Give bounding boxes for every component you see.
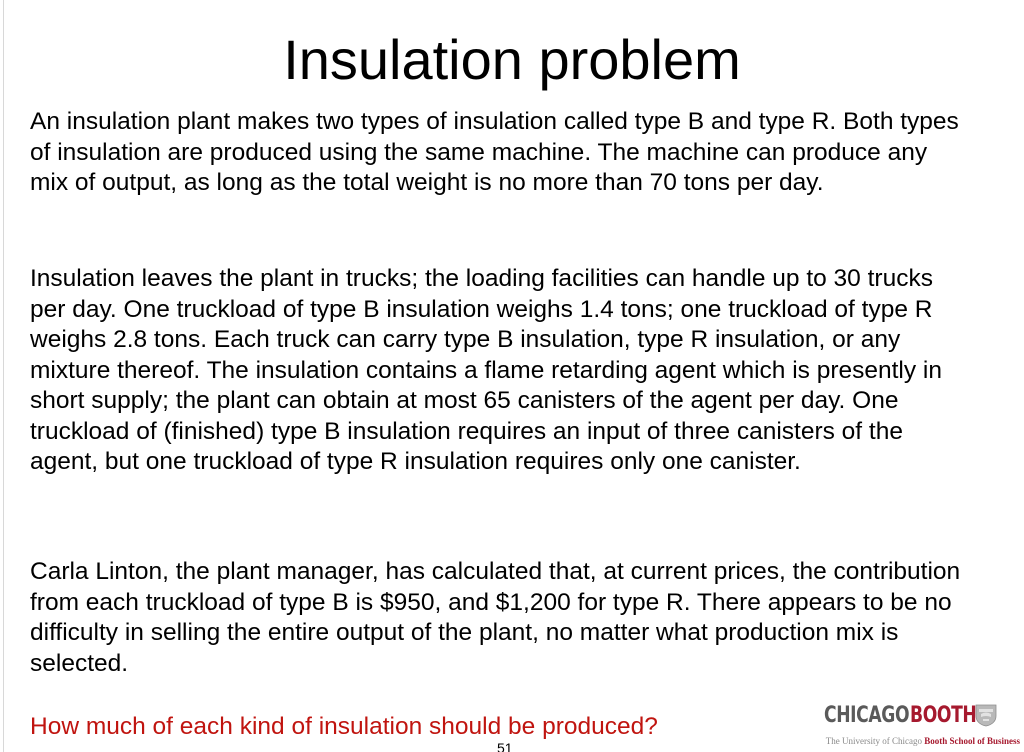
slide-left-border (3, 0, 4, 752)
chicago-booth-logo (792, 700, 1020, 750)
logo-tagline-university: The University of Chicago (825, 736, 925, 746)
logo-word-chicago: CHICAGO (824, 703, 910, 728)
slide-title: Insulation problem (283, 28, 741, 91)
logo-tagline-school: Booth School of Business (924, 736, 1020, 746)
paragraph-production-capacity: An insulation plant makes two types of insulation called type B and type R. Both types of insulation are produced using the same machine. The machine can produce any mix of output, as long as the total weight is no more than 70 tons per day. (30, 108, 959, 196)
logo-tagline (792, 736, 1020, 747)
paragraph-trucks-and-agent: Insulation leaves the plant in trucks; the loading facilities can handle up to 30 trucks per day. One truckload of type B insulation weighs 1.4 tons; one truckload of type R weighs 2.8 tons. Each truck can carry type B insulation, type R insulation, or any mixture thereof. The insulation contains a flame retarding agent which is presently in short supply; the plant can obtain at most 65 canisters of the agent per day. One truckload of (finished) type B insulation requires an input of three canisters of the agent, but one truckload of type R insulation requires only one canister. (30, 265, 942, 475)
slide-question: How much of each kind of insulation should be produced? (30, 713, 658, 740)
paragraph-contribution: Carla Linton, the plant manager, has calculated that, at current prices, the contribution from each truckload of type B is $950, and $1,200 for type R. There appears to be no difficulty in selling the entire output of the plant, no matter what production mix is selected. (30, 558, 961, 677)
logo-word-booth: BOOTH (910, 703, 977, 728)
page-number: 51 (497, 740, 513, 752)
university-seal-icon (974, 703, 998, 727)
